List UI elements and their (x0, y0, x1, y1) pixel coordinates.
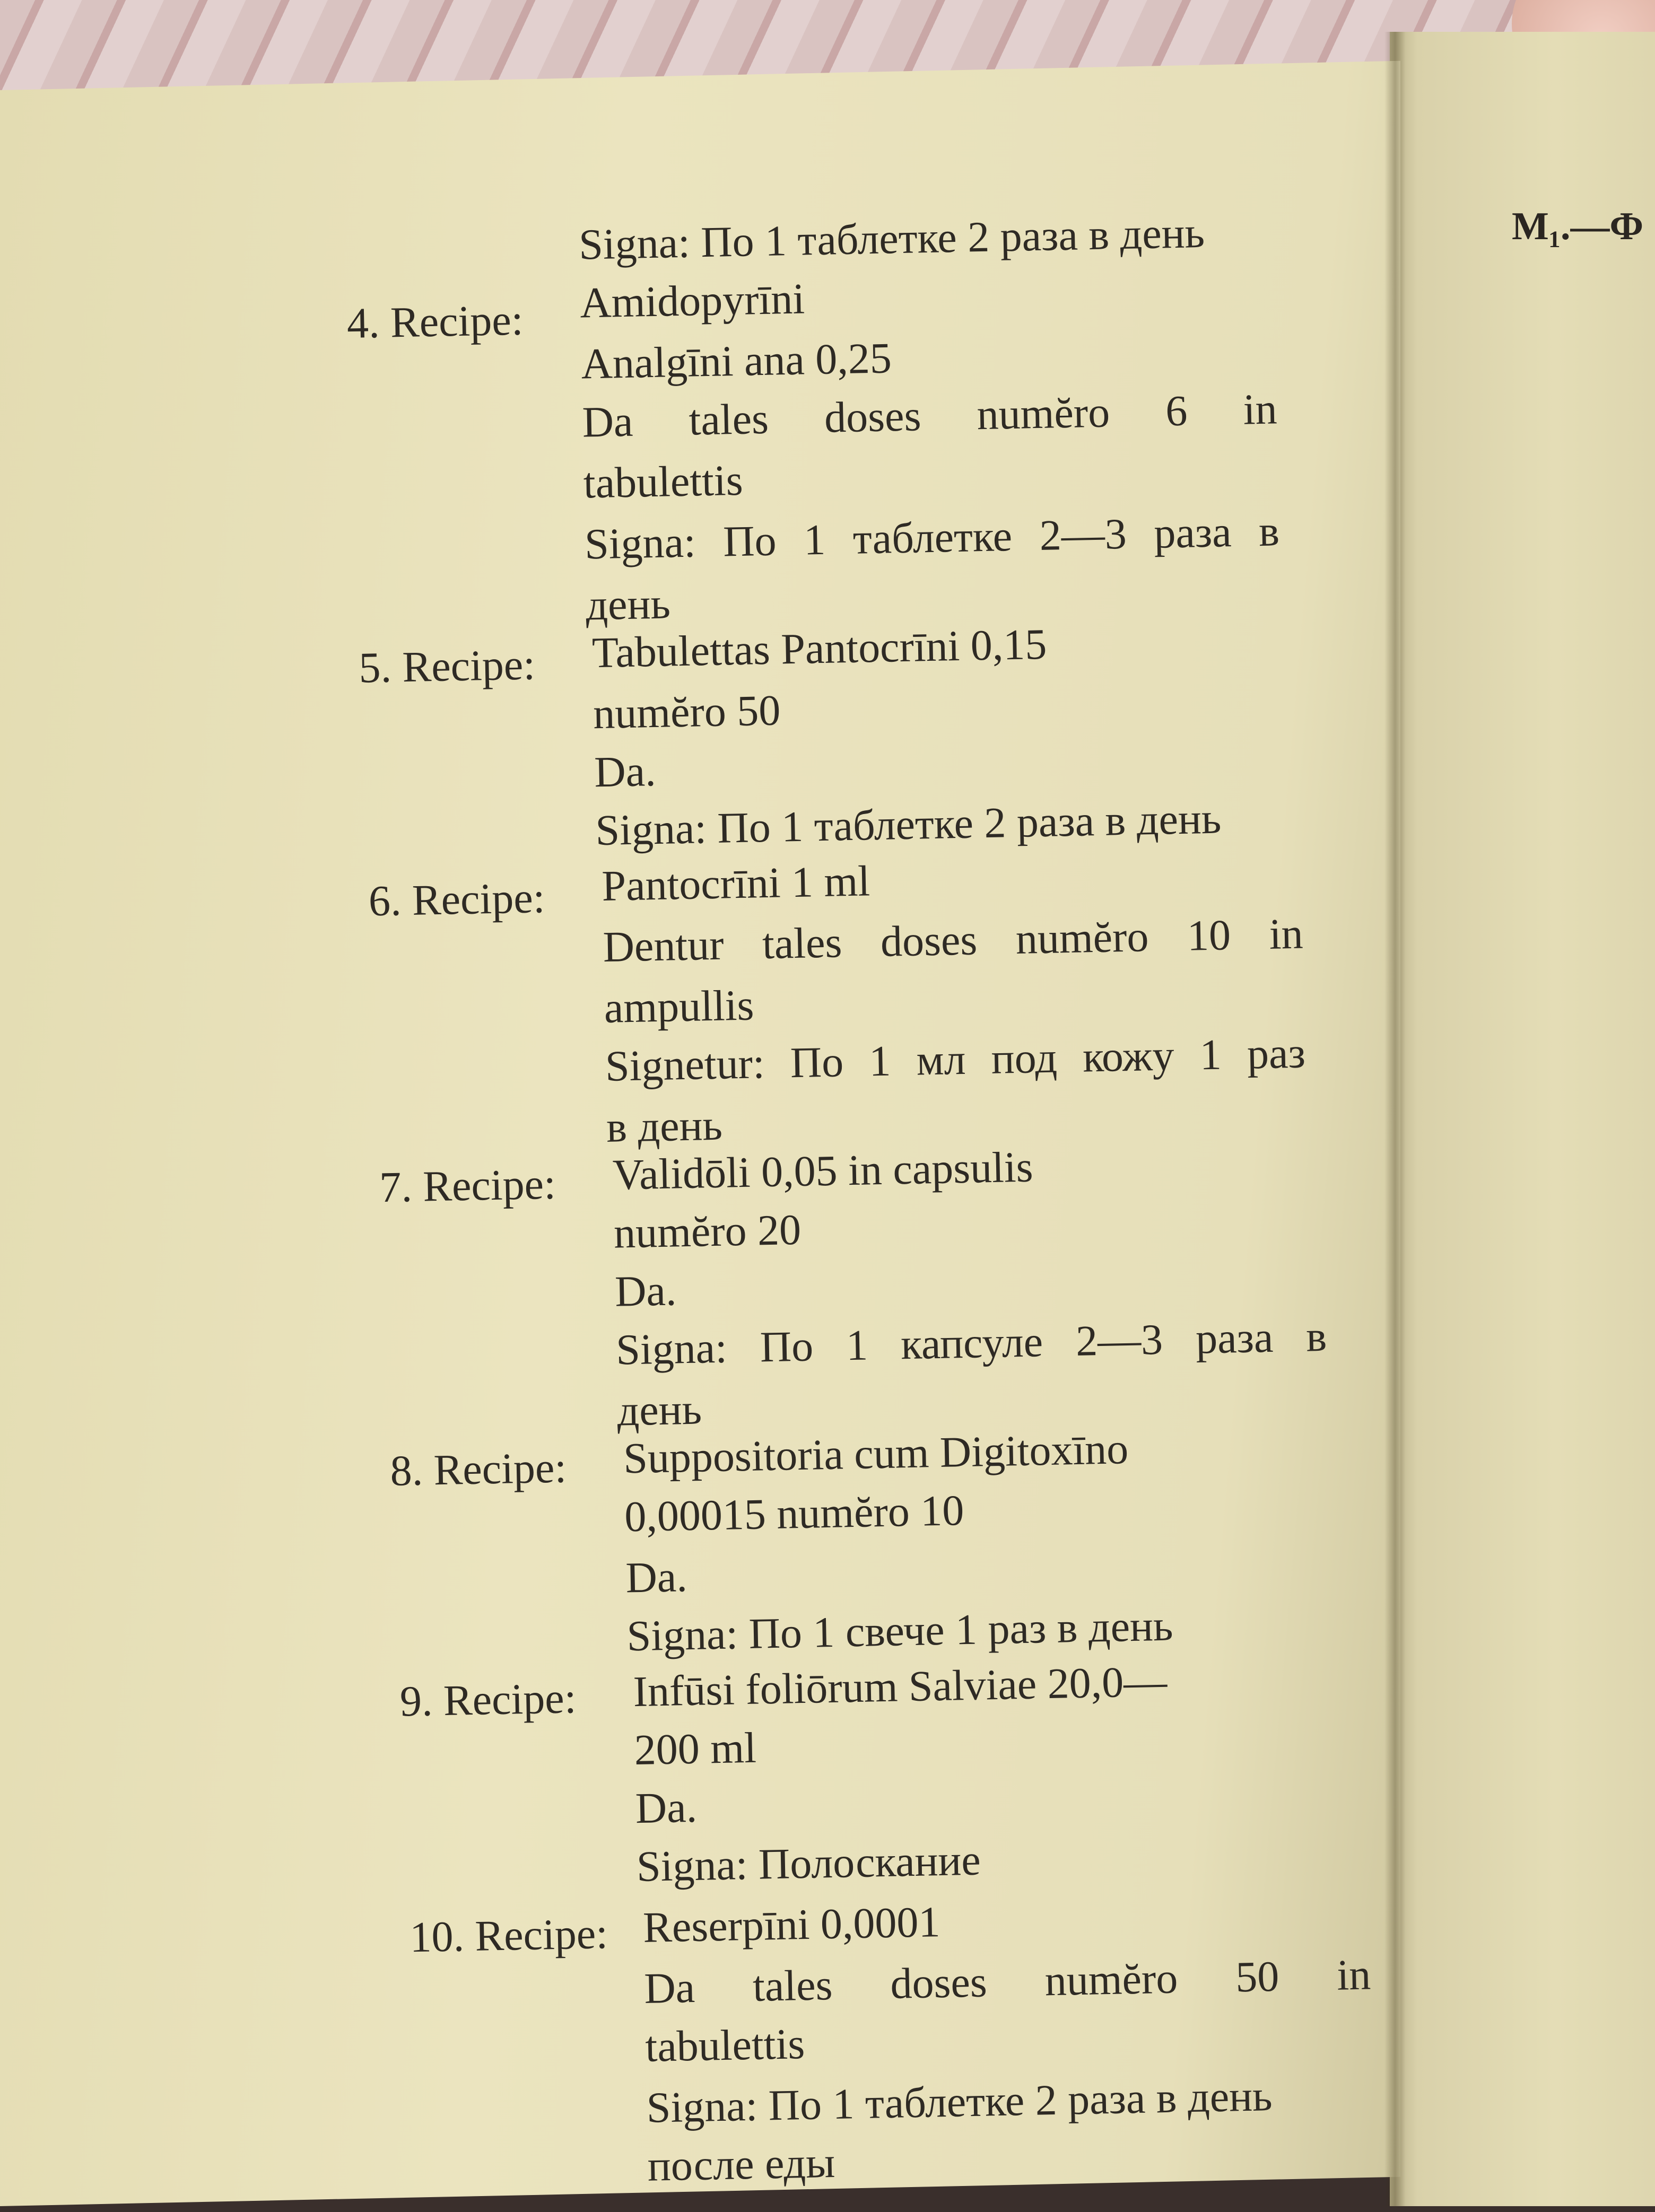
recipe-line: Da. (614, 1266, 677, 1316)
recipe-label: 9. Recipe: (399, 1674, 577, 1726)
recipe-line: Dentur tales doses numĕro 10 in (602, 909, 1304, 971)
recipe-line: Signa: По 1 капсуле 2—3 раза в (615, 1312, 1327, 1374)
recipe-line: Validōli 0,05 in capsulis (612, 1142, 1034, 1199)
recipe-line: Amidopyrīni (579, 274, 805, 327)
recipe-line: Da. (625, 1552, 688, 1602)
recipe-line: Signa: По 1 свече 1 раз в день (626, 1601, 1174, 1660)
recipe-line: Signetur: По 1 мл под кожу 1 раз (605, 1028, 1306, 1090)
recipe-label: 10. Recipe: (409, 1909, 608, 1962)
recipe-line: Da tales doses numĕro 50 in (643, 1950, 1372, 2013)
recipe-line: Signa: По 1 таблетке 2 раза в день (578, 208, 1205, 269)
recipe-line: в день (606, 1100, 723, 1151)
recipe-line: tabulettis (583, 456, 744, 508)
recipe-line: Pantocrīni 1 ml (601, 856, 870, 910)
recipe-line: Suppositoria cum Digitoxīno (623, 1424, 1129, 1483)
recipe-line: Reserpīni 0,0001 (642, 1898, 941, 1952)
recipe-label: 4. Recipe: (346, 295, 524, 347)
recipe-line: numĕro 50 (593, 686, 781, 738)
recipe-line: после еды (647, 2138, 835, 2190)
recipe-label: 8. Recipe: (389, 1443, 567, 1495)
recipe-line: Da tales doses numĕro 6 in (581, 384, 1278, 447)
recipe-line: Signa: По 1 таблетке 2 раза в день (595, 794, 1222, 855)
recipe-label: 7. Recipe: (379, 1159, 556, 1212)
recipe-line: Analgīni ana 0,25 (580, 334, 892, 388)
recipe-line: tabulettis (644, 2019, 805, 2071)
recipe-line: Signa: По 1 таблетке 2 раза в день (646, 2071, 1273, 2132)
recipe-line: Da. (594, 746, 657, 797)
recipe-line: 200 ml (633, 1723, 757, 1774)
right-page-header: M₁.—Ф (1512, 205, 1644, 248)
recipe-line: ampullis (604, 981, 755, 1032)
recipe-line: numĕro 20 (613, 1205, 802, 1257)
recipe-line: 0,00015 numĕro 10 (624, 1486, 965, 1541)
recipe-line: Tabulettas Pantocrīni 0,15 (591, 619, 1048, 677)
recipe-line: Signa: По 1 таблетке 2—3 раза в (584, 506, 1280, 569)
recipe-label: 6. Recipe: (368, 873, 546, 925)
recipe-label: 5. Recipe: (358, 640, 536, 692)
recipe-line: день (616, 1385, 702, 1435)
recipe-line: Signa: Полоскание (636, 1835, 981, 1891)
recipe-line: Da. (635, 1782, 698, 1833)
recipe-line: Infūsi foliōrum Salviae 20,0— (632, 1657, 1168, 1716)
recipe-line: день (585, 579, 671, 629)
